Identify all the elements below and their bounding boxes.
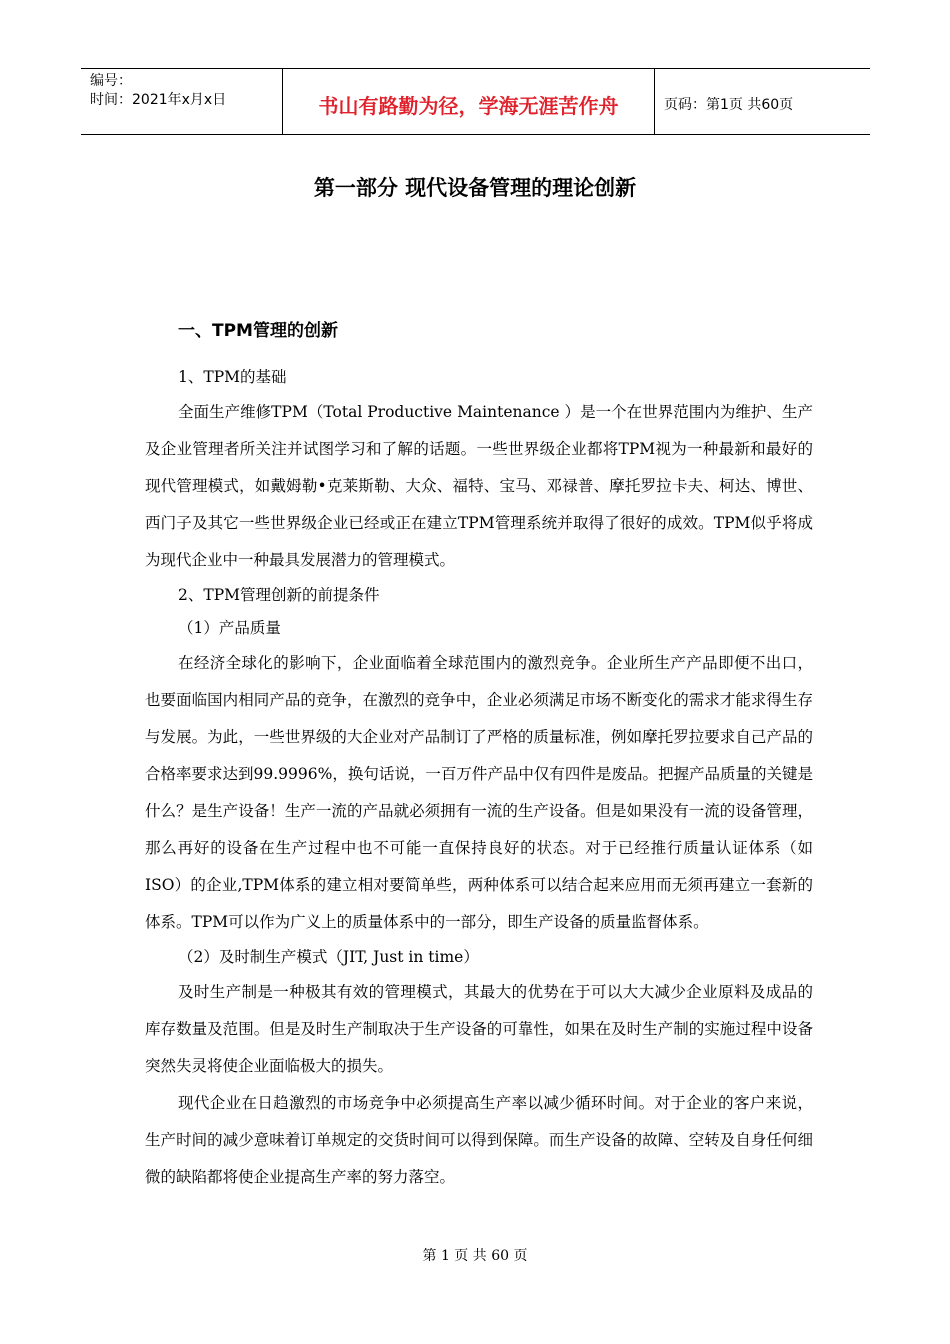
- paragraph-productivity: 现代企业在日趋激烈的市场竞争中必须提高生产率以减少循环时间。对于企业的客户来说，生产时间的减少意味着订单规定的交货时间可以得到保障。而生产设备的故障、空转及自身任何细微的缺陷都将使企业提高生产率的努力落空。: [145, 1094, 813, 1186]
- paragraph-product-quality: 在经济全球化的影响下，企业面临着全球范围内的激烈竞争。企业所生产产品即便不出口，也要面临国内相同产品的竞争，在激烈的竞争中，企业必须满足市场不断变化的需求才能求得生存与发展。为此，一些世界级的大企业对产品制订了严格的质量标准，例如摩托罗拉要求自己产品的合格率要求达到99.9996%，换句话说，一百万件产品中仅有四件是废品。把握产品质量的关键是什么？是生产设备！生产一流的产品就必须拥有一流的生产设备。但是如果没有一流的设备管理，那么再好的设备在生产过程中也不可能一直保持良好的状态。对于已经推行质量认证体系（如ISO）的企业,TPM体系的建立相对要简单些，两种体系可以结合起来应用而无须再建立一套新的体系。TPM可以作为广义上的质量体系中的一部分，即生产设备的质量监督体系。: [145, 654, 813, 931]
- subheading-product-quality: （1）产品质量: [178, 619, 281, 637]
- document-title: 第一部分 现代设备管理的理论创新: [313, 176, 637, 200]
- subheading-tpm-basis: 1、TPM的基础: [178, 368, 287, 386]
- date-label: 时间：2021年x月x日: [90, 92, 227, 108]
- header-page-label: 页码：第1页 共60页: [664, 96, 794, 113]
- header-motto: 书山有路勤为径，学海无涯苦作舟: [282, 69, 655, 134]
- document-body: [145, 360, 813, 1196]
- number-label: 编号：: [90, 73, 132, 89]
- header-meta: [81, 69, 282, 134]
- paragraph-jit: 及时生产制是一种极其有效的管理模式，其最大的优势在于可以大大减少企业原料及成品的库存数量及范围。但是及时生产制取决于生产设备的可靠性，如果在及时生产制的实施过程中设备突然失灵将使企业面临极大的损失。: [145, 983, 813, 1075]
- subheading-jit: （2）及时制生产模式（JIT, Just in time）: [178, 948, 479, 966]
- page-header: [81, 68, 870, 135]
- page-footer: 第 1 页 共 60 页: [422, 1248, 528, 1264]
- subheading-preconditions: 2、TPM管理创新的前提条件: [178, 586, 380, 604]
- paragraph-tpm-intro: 全面生产维修TPM（Total Productive Maintenance ）是一个在世界范围内为维护、生产及企业管理者所关注并试图学习和了解的话题。一些世界级企业都将TPM视为一种最新和最好的现代管理模式，如戴姆勒•克莱斯勒、大众、福特、宝马、邓禄普、摩托罗拉卡夫、柯达、博世、西门子及其它一些世界级企业已经或正在建立TPM管理系统并取得了很好的成效。TPM似乎将成为现代企业中一种最具发展潜力的管理模式。: [145, 403, 813, 569]
- section-heading: 一、TPM管理的创新: [178, 321, 338, 341]
